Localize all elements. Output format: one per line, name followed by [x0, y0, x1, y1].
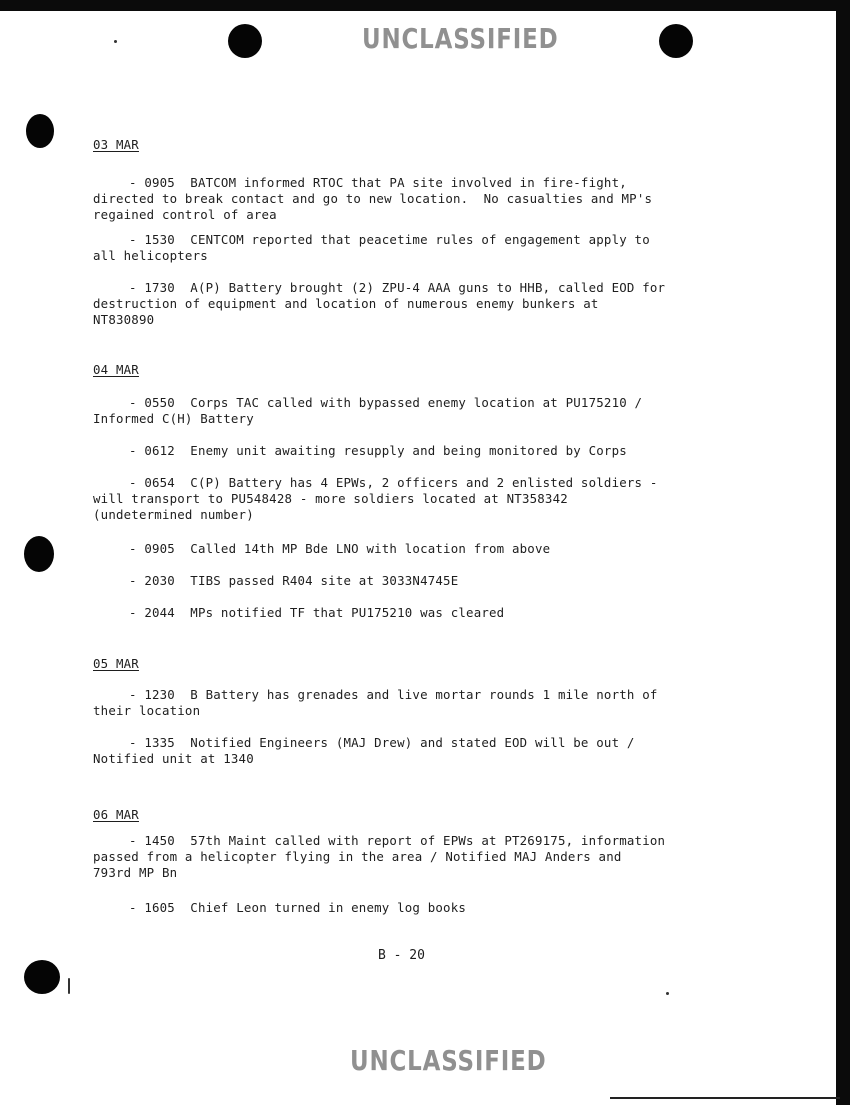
log-entry-line: their location — [93, 703, 201, 718]
log-entry-line: will transport to PU548428 - more soldiers located at NT358342 — [93, 491, 568, 506]
classification-stamp-bottom: UNCLASSIFIED — [350, 1044, 547, 1077]
log-entry-line-first: - 0905 BATCOM informed RTOC that PA site involved in fire-fight, — [129, 175, 627, 190]
log-entry-line: directed to break contact and go to new location. No casualties and MP's — [93, 191, 653, 206]
log-entry-line: all helicopters — [93, 248, 208, 263]
punch-hole-top-left — [228, 24, 262, 58]
log-entry-line: 793rd MP Bn — [93, 865, 178, 880]
log-entry-line: Notified unit at 1340 — [93, 751, 254, 766]
log-entry-line-first: - 0654 C(P) Battery has 4 EPWs, 2 officers and 2 enlisted soldiers - — [129, 475, 658, 490]
log-entry-line-first: - 1530 CENTCOM reported that peacetime rules of engagement apply to — [129, 232, 650, 247]
scan-top-border — [0, 0, 850, 11]
punch-hole-left-lower — [24, 960, 60, 994]
log-entry-line-first: - 1450 57th Maint called with report of EPWs at PT269175, information — [129, 833, 666, 848]
log-entry-line-first: - 0550 Corps TAC called with bypassed enemy location at PU175210 / — [129, 395, 643, 410]
log-entry-line-first: - 2030 TIBS passed R404 site at 3033N4745E — [129, 573, 459, 588]
log-entry-line: passed from a helicopter flying in the area / Notified MAJ Anders and — [93, 849, 622, 864]
scan-right-border — [836, 0, 850, 1105]
log-entry-line: NT830890 — [93, 312, 155, 327]
log-entry-line: Informed C(H) Battery — [93, 411, 254, 426]
date-heading: 05 MAR — [93, 656, 139, 671]
scan-speck — [666, 992, 669, 995]
punch-hole-left-middle — [24, 536, 54, 572]
log-entry-line-first: - 1230 B Battery has grenades and live mortar rounds 1 mile north of — [129, 687, 658, 702]
log-entry-line-first: - 0905 Called 14th MP Bde LNO with location from above — [129, 541, 551, 556]
punch-hole-top-right — [659, 24, 693, 58]
date-heading: 06 MAR — [93, 807, 139, 822]
log-entry-line: destruction of equipment and location of numerous enemy bunkers at — [93, 296, 599, 311]
scan-speck — [68, 978, 70, 994]
log-entry-line-first: - 0612 Enemy unit awaiting resupply and being monitored by Corps — [129, 443, 627, 458]
log-entry-line-first: - 1605 Chief Leon turned in enemy log books — [129, 900, 467, 915]
punch-hole-left-upper — [26, 114, 54, 148]
page-number: B - 20 — [378, 948, 425, 963]
log-entry-line: (undetermined number) — [93, 507, 254, 522]
log-entry-line: regained control of area — [93, 207, 277, 222]
scan-bottom-rule — [610, 1097, 840, 1099]
date-heading: 03 MAR — [93, 137, 139, 152]
log-entry-line-first: - 1335 Notified Engineers (MAJ Drew) and stated EOD will be out / — [129, 735, 635, 750]
log-entry-line-first: - 2044 MPs notified TF that PU175210 was cleared — [129, 605, 505, 620]
classification-stamp-top: UNCLASSIFIED — [362, 22, 559, 55]
log-entry-line-first: - 1730 A(P) Battery brought (2) ZPU-4 AAA guns to HHB, called EOD for — [129, 280, 666, 295]
date-heading: 04 MAR — [93, 362, 139, 377]
scan-speck — [114, 40, 117, 43]
